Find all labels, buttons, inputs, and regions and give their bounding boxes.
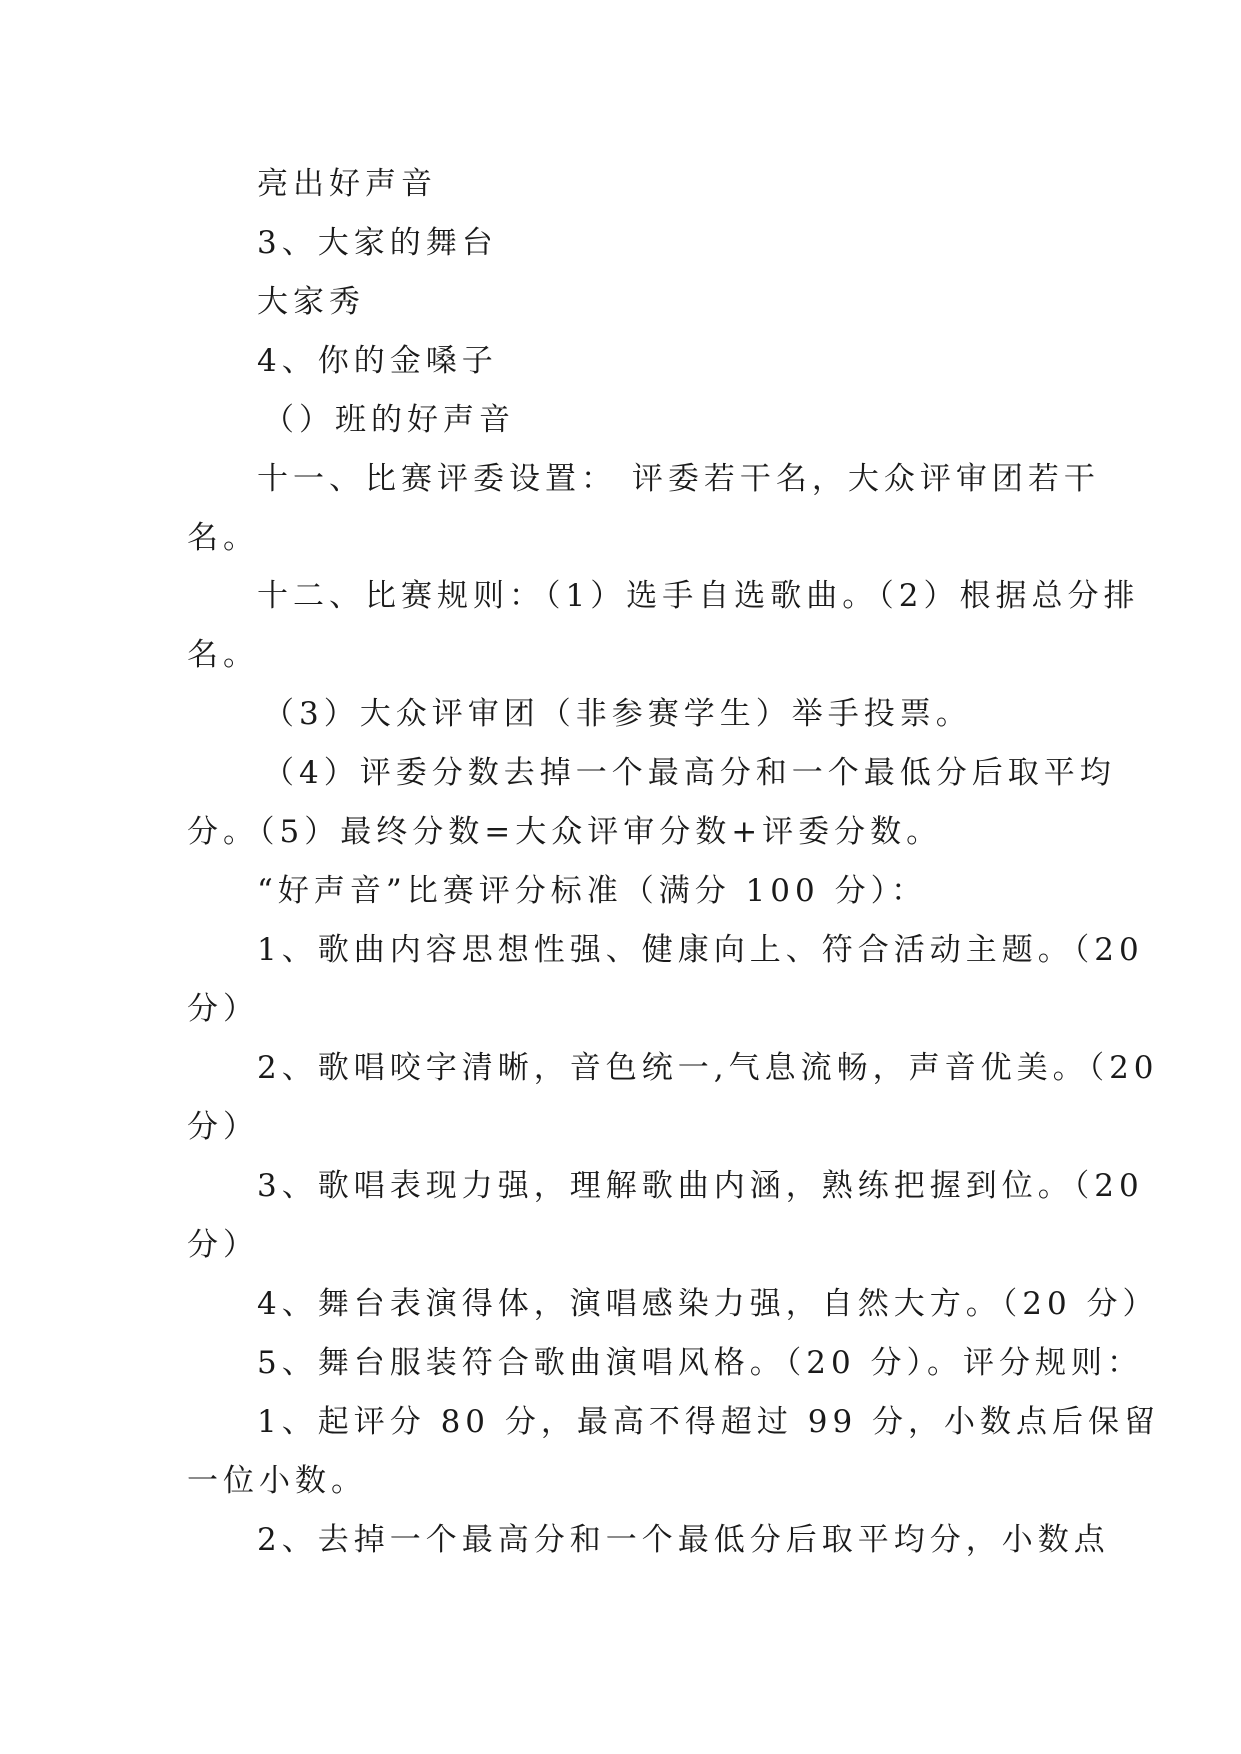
text-line: 分。（5）最终分数=大众评审分数+评委分数。 bbox=[187, 814, 943, 850]
text-line: 十一、比赛评委设置： 评委若干名，大众评审团若干 bbox=[257, 461, 1100, 497]
text-line: 分） bbox=[187, 1227, 259, 1263]
text-line: 名。 bbox=[187, 637, 259, 673]
text-line: 一位小数。 bbox=[187, 1463, 367, 1499]
text-line: 大家秀 bbox=[257, 284, 365, 320]
text-line: 5、舞台服装符合歌曲演唱风格。（20 分）。评分规则： bbox=[257, 1345, 1144, 1381]
text-line: 2、歌唱咬字清晰，音色统一,气息流畅，声音优美。（20 bbox=[257, 1050, 1159, 1086]
text-line: “好声音”比赛评分标准（满分 100 分）： bbox=[257, 873, 928, 909]
text-line: （3）大众评审团（非参赛学生）举手投票。 bbox=[263, 696, 972, 732]
text-line: 1、歌曲内容思想性强、健康向上、符合活动主题。（20 bbox=[257, 932, 1144, 968]
text-line: 名。 bbox=[187, 520, 259, 556]
text-line: （4）评委分数去掉一个最高分和一个最低分后取平均 bbox=[263, 755, 1116, 791]
text-line: 亮出好声音 bbox=[257, 166, 437, 202]
text-line: 分） bbox=[187, 991, 259, 1027]
text-line: 4、舞台表演得体，演唱感染力强，自然大方。（20 分） bbox=[257, 1286, 1159, 1322]
text-line: 3、歌唱表现力强，理解歌曲内涵，熟练把握到位。（20 bbox=[257, 1168, 1144, 1204]
text-line: 3、大家的舞台 bbox=[257, 225, 498, 261]
text-line: 分） bbox=[187, 1109, 259, 1145]
text-line: 1、起评分 80 分，最高不得超过 99 分，小数点后保留 bbox=[257, 1404, 1161, 1440]
text-line: （）班的好声音 bbox=[263, 402, 515, 438]
text-line: 4、你的金嗓子 bbox=[257, 343, 498, 379]
text-line: 十二、比赛规则：（1）选手自选歌曲。（2）根据总分排 bbox=[257, 578, 1140, 614]
text-line: 2、去掉一个最高分和一个最低分后取平均分，小数点 bbox=[257, 1522, 1110, 1558]
